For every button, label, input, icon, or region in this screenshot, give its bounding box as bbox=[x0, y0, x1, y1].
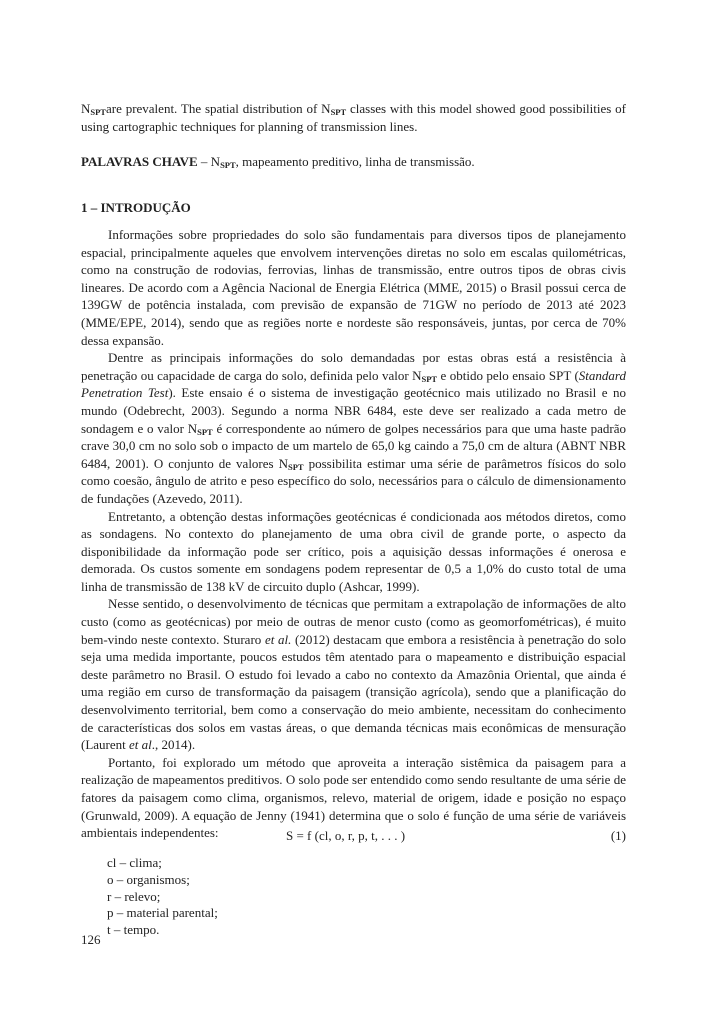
introduction-body bbox=[81, 226, 626, 842]
equation-number: (1) bbox=[610, 828, 626, 843]
list-item: r – relevo; bbox=[107, 888, 161, 904]
paragraph: Nesse sentido, o desenvolvimento de técnicas que permitam a extrapolação de informações de alto custo (como as geotécnicas) por meio de outras de menor custo (como as geomorfométricas), é muito bem-vindo neste contexto. Sturaro et al. (2012) destacam que embora a resistência à penetração do solo seja uma medida importante, poucos estudos têm atentado para o mapeamento e distribuição espacial deste parâmetro no Brasil. O estudo foi levado a cabo no contexto da Amazônia Oriental, que ainda é uma região em curso de transformação da paisagem (transição agrícola), sendo que a planificação do desenvolvimento territorial, bem como a conservação do meio ambiente, necessitam do conhecimento de características dos solos em vastas áreas, o que demanda técnicas mais econômicas de mensuração (Laurent et al., 2014). bbox=[81, 596, 627, 753]
list-item: t – tempo. bbox=[107, 922, 160, 938]
paragraph: Informações sobre propriedades do solo são fundamentais para diversos tipos de planejamento espacial, principalmente aqueles que envolvem intervenções diretas no solo em escalas quilométricas, como na construção de rodovias, ferrovias, linhas de transmissão, entre outros tipos de obras civis lineares. De acordo com a Agência Nacional de Energia Elétrica (MME, 2015) o Brasil possui cerca de 139GW de potência instalada, com previsão de expansão de 71GW no período de 2013 até 2023 (MME/EPE, 2014), sendo que as regiões norte e nordeste são responsáveis, juntas, por cerca de 70% dessa expansão. bbox=[81, 227, 626, 348]
list-item: p – material parental; bbox=[107, 905, 218, 921]
paragraph: Entretanto, a obtenção destas informações geotécnicas é condicionada aos métodos diretos, como as sondagens. No contexto do planejamento de uma obra civil de grande porte, o aspecto da disponibilidade da informação pode ser crítico, pois a aquisição dessas informações é onerosa e demorada. Os custos somente em sondagens podem representar de 0,5 a 1,0% do custo total de uma linha de transmissão de 138 kV de circuito duplo (Ashcar, 1999). bbox=[81, 508, 626, 594]
keywords-label: PALAVRAS CHAVE bbox=[81, 154, 198, 169]
equation-formula: S = f (cl, o, r, p, t, . . . ) bbox=[286, 828, 406, 843]
abstract-tail: $N_{SPT}are$ prevalent. The spatial distribution of $N_{SPT}$ classes with this model showed good possibilities of using cartographic techniques for planning of transmission lines. bbox=[81, 101, 626, 134]
keywords: PALAVRAS CHAVE – $N_{SPT}$, mapeamento preditivo, linha de transmissão. bbox=[81, 154, 475, 170]
list-item: cl – clima; bbox=[107, 855, 162, 870]
variable-list bbox=[107, 855, 218, 939]
page-number: 126 bbox=[81, 932, 101, 947]
paragraph: Portanto, foi explorado um método que aproveita a interação sistêmica da paisagem para a realização de mapeamentos preditivos. O solo pode ser entendido como sendo resultante de uma série de fatores da paisagem como clima, organismos, relevo, material de origem, idade e posição no espaço (Grunwald, 2009). A equação de Jenny (1941) determina que o solo é função de uma série de variáveis ambientais independentes: bbox=[81, 754, 626, 841]
paragraph: Dentre as principais informações do solo demandadas por estas obras está a resistência à penetração ou capacidade de carga do solo, definida pelo valor $N_{SPT}$ e obtido pelo ensaio SPT (Standard Penetration Test). Este ensaio é o sistema de investigação geotécnico mais utilizado no Brasil e no mundo (Odebrecht, 2003). Segundo a norma NBR 6484, este deve ser realizado a cada metro de sondagem e o valor $N_{SPT}$ é correspondente ao número de golpes necessários para que uma haste padrão crave 30,0 cm no solo sob o impacto de um martelo de 65,0 kg caindo a 75,0 cm de altura (ABNT NBR 6484, 2001). O conjunto de valores $N_{SPT}$ possibilita estimar uma série de parâmetros físicos do solo como coesão, ângulo de atrito e peso específico do solo, necessários para o cálculo de dimensionamento de fundações (Azevedo, 2011). bbox=[81, 350, 626, 506]
section-heading: 1 – INTRODUÇÃO bbox=[81, 200, 191, 215]
list-item: o – organismos; bbox=[107, 871, 190, 887]
